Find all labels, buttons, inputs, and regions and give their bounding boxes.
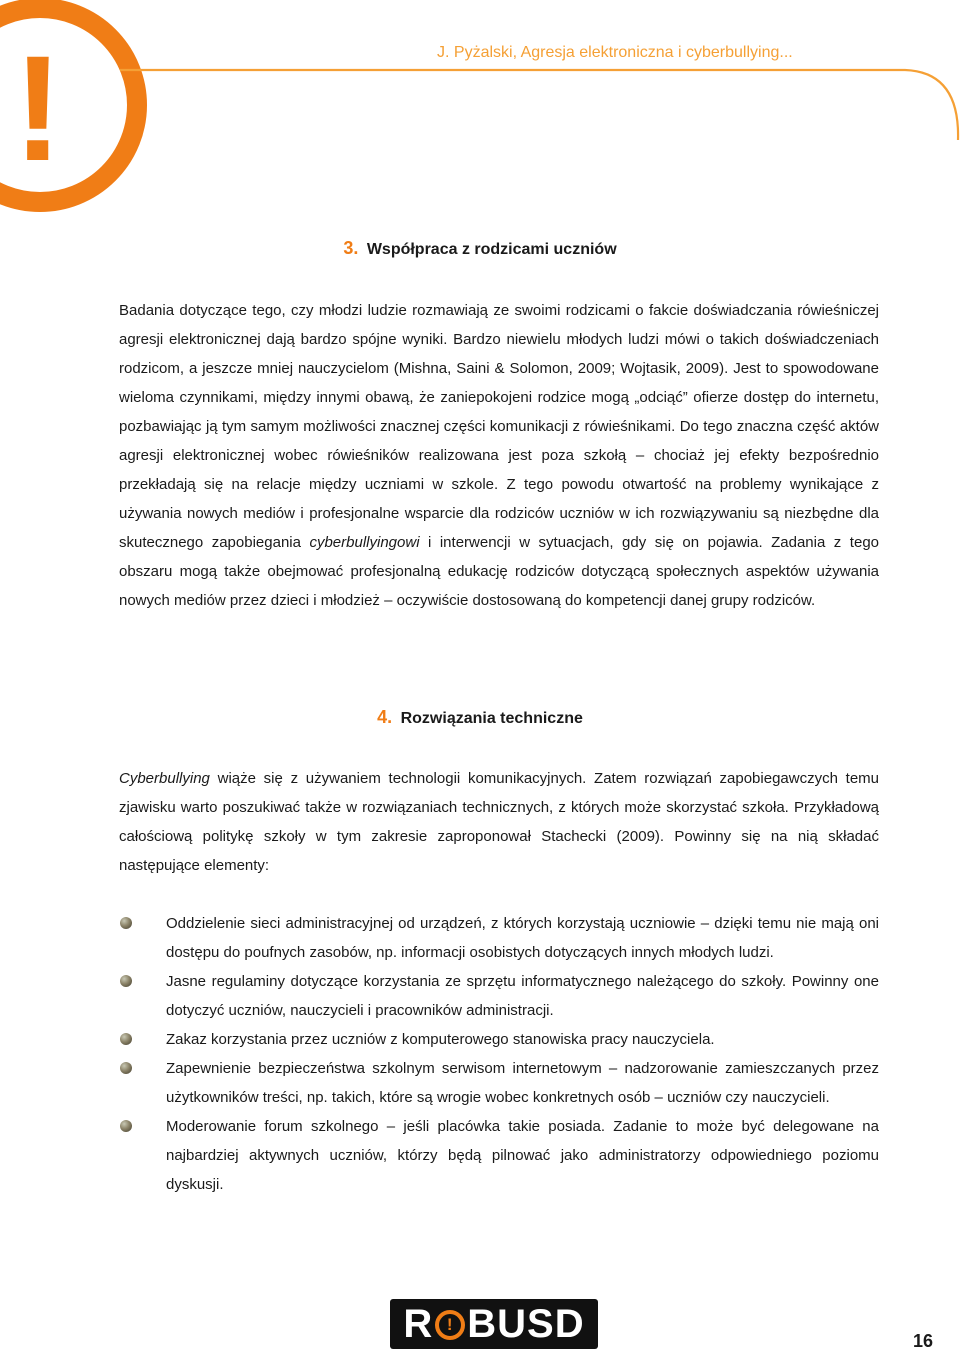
list-item-text: Oddzielenie sieci administracyjnej od urządzeń, z których korzystają uczniowie – dzięki temu nie mają oni dostępu do poufnych zasobów, np. informacji osobistych dotyczących innych młodych ludzi. <box>166 915 879 961</box>
logo-mark: ! <box>446 1315 454 1334</box>
list-item <box>119 1025 879 1054</box>
intro-italic-term: Cyberbullying <box>119 770 210 787</box>
section-4-number: 4. <box>377 707 393 727</box>
bullet-icon <box>120 1033 132 1045</box>
paragraph-text: i interwencji w sytuacjach, gdy się on pojawia. Zadania z tego obszaru mogą także obejmować profesjonalną edukację rodziców dotyczącą społecznych aspektów używania nowych mediów przez dzieci i młodzież – oczywiście dostosowaną do kompetencji danej grupy rodziców. <box>119 534 879 609</box>
list-item-text: Zapewnienie bezpieczeństwa szkolnym serwisom internetowym – nadzorowanie zamieszczanych przez użytkowników treści, np. takich, które są wrogie wobec konkretnych osób – uczniów czy nauczycieli. <box>166 1060 879 1106</box>
section-4-intro <box>119 764 879 880</box>
bullet-icon <box>120 975 132 987</box>
logo-exclamation-icon <box>435 1310 465 1340</box>
running-head: J. Pyżalski, Agresja elektroniczna i cyberbullying... <box>437 44 793 61</box>
intro-text: wiąże się z używaniem technologii komunikacyjnych. Zatem rozwiązań zapobiegawczych temu zjawisku warto poszukiwać także w rozwiązaniach technicznych, z których może skorzystać szkoła. Przykładową całościową politykę szkoły w tym zakresie zaproponował Stachecki (2009). Powinny się na nią składać następujące elementy: <box>119 770 879 874</box>
exclamation-logo-icon <box>0 8 137 202</box>
section-4-title: Rozwiązania techniczne <box>400 710 583 727</box>
list-item <box>119 1054 879 1112</box>
section-3-title: Współpraca z rodzicami uczniów <box>366 241 617 258</box>
list-item-text: Zakaz korzystania przez uczniów z komputerowego stanowiska pracy nauczyciela. <box>166 1031 715 1048</box>
section-3-number: 3. <box>343 238 359 258</box>
paragraph-text: Badania dotyczące tego, czy młodzi ludzie rozmawiają ze swoimi rodzicami o fakcie doświadczania rówieśniczej agresji elektronicznej dają bardzo spójne wyniki. Bardzo niewielu młodych ludzi mówi o takich doświadczeniach rodzicom, a jeszcze mniej nauczycielom (Mishna, Saini & Solomon, 2009; Wojtasik, 2009). Jest to spowodowane wieloma czynnikami, między innymi obawą, że zaniepokojeni rodzice mogą „odciąć” ofierze dostęp do internetu, pozbawiając ją tym samym możliwości znacznej części komunikacji z rówieśnikami. Do tego znaczna część aktów agresji elektronicznej wobec rówieśników realizowana jest poza szkołą – chociaż jej efekty bezpośrednio przekładają się na relacje między uczniami w szkole. Z tego powodu otwartość na problemy wynikające z używania nowych mediów i profesjonalne wsparcie dla rodziców uczniów w ich rozwiązywaniu są niezbędne dla skutecznego zapobiegania <box>119 302 879 551</box>
list-item <box>119 967 879 1025</box>
page-number: 16 <box>913 1331 934 1351</box>
list-item <box>119 909 879 967</box>
bullet-icon <box>120 1120 132 1132</box>
header-swoosh <box>120 70 958 140</box>
bullet-icon <box>120 1062 132 1074</box>
list-item <box>119 1112 879 1199</box>
section-3-paragraph <box>119 296 879 615</box>
policy-elements-list <box>119 909 879 1199</box>
exclamation-glyph: ! <box>13 24 63 192</box>
list-item-text: Jasne regulaminy dotyczące korzystania ze sprzętu informatycznego należącego do szkoły. Powinny one dotyczyć uczniów, nauczycieli i pracowników administracji. <box>166 973 879 1019</box>
robusd-logo <box>390 1299 598 1349</box>
bullet-icon <box>120 917 132 929</box>
logo-letter: R <box>403 1301 434 1346</box>
list-item-text: Moderowanie forum szkolnego – jeśli placówka takie posiada. Zadanie to może być delegowane na najbardziej aktywnych uczniów, którzy będą pilnować jako administratorzy odpowiedniego poziomu dyskusji. <box>166 1118 879 1193</box>
logo-letters: BUSD <box>467 1301 585 1346</box>
paragraph-italic-term: cyberbullyingowi <box>309 534 420 551</box>
section-3-heading <box>0 238 960 259</box>
section-4-heading <box>0 707 960 728</box>
